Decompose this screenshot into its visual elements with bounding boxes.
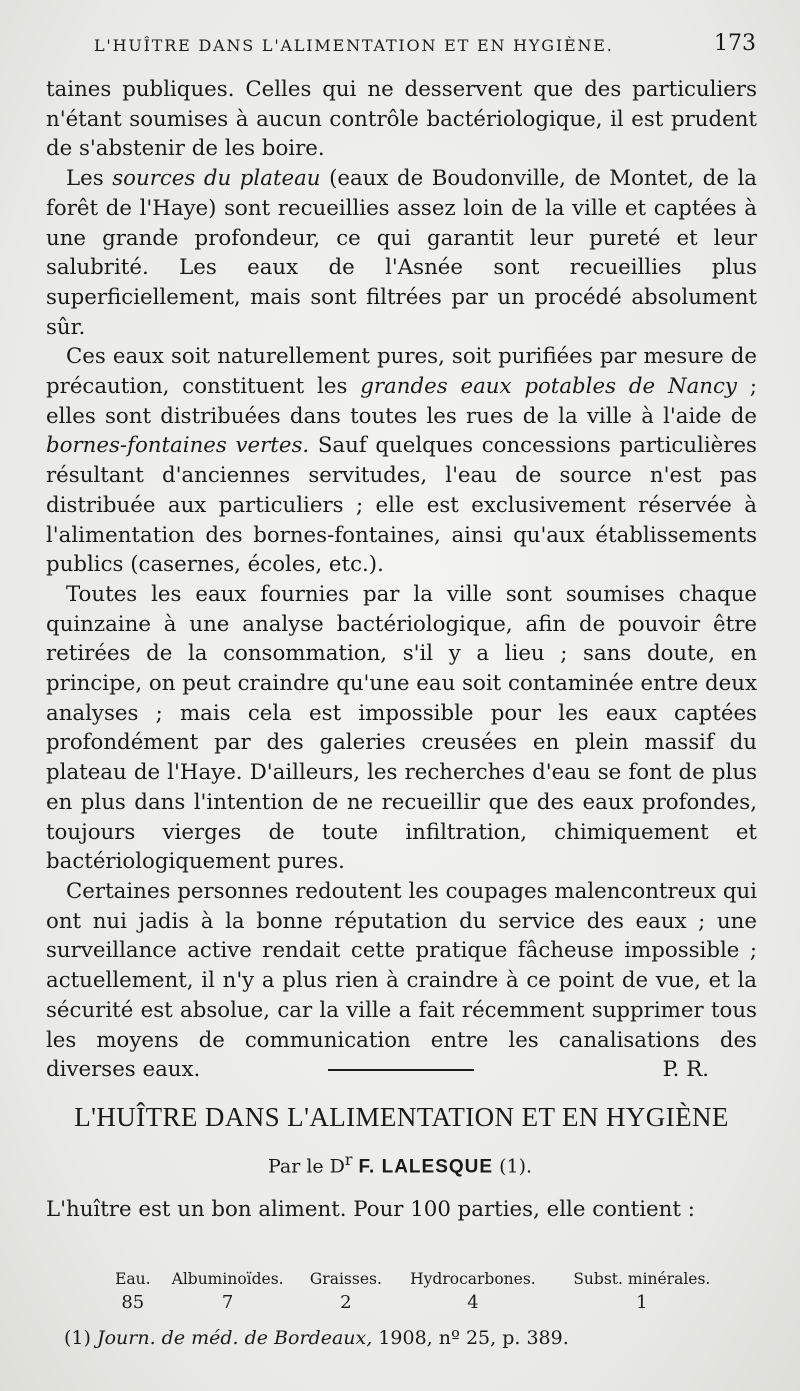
paragraph-4: Toutes les eaux fournies par la ville sont soumises chaque quinzaine à une analyse bactériologique, afin de pouvoir être retirées de la consommation, s'il y a lieu ; sans doute, en principe, on peut craindre qu'une eau soit contaminée entre deux analyses ; mais cela est impossible pour les eaux captées profondément par des galeries creusées en plein massif du plateau de l'Haye. D'ailleurs, les recherches d'eau se font de plus en plus dans l'intention de ne recueillir que des eaux profondes, toujours vierges de toute infiltration, chimiquement et bactériologiquement pures. <box>46 581 757 875</box>
paragraph-3: Ces eaux soit naturellement pures, soit purifiées par mesure de précaution, constituent les grandes eaux potables de Nancy ; elles sont distribuées dans toutes les rues de la ville à l'aide de bornes-fontaines vertes. Sauf quelques concessions particulières résultant d'anciennes servitudes, l'eau de source n'est pas distribuée aux particuliers ; elle est exclusivement réservée à l'alimentation des bornes-fontaines, ainsi qu'aux établissements publics (casernes, écoles, etc.). <box>46 344 757 578</box>
paragraph-1: taines publiques. Celles qui ne desservent que des particuliers n'étant soumises à aucun contrôle bactériologique, il est prudent de s'abstenir de les boire. <box>46 77 757 162</box>
previous-article-text <box>46 75 757 1085</box>
table-cell: 1 <box>636 1292 648 1313</box>
running-header <box>94 31 756 56</box>
running-title: L'HUÎTRE DANS L'ALIMENTATION ET EN HYGIÈNE. <box>94 36 614 55</box>
composition-value-row <box>110 1292 730 1313</box>
paragraph-2: Les sources du plateau (eaux de Boudonville, de Montet, de la forêt de l'Haye) sont recueillies assez loin de la ville et captées à une grande profondeur, ce qui garantit leur pureté et leur salubrité. Les eaux de l'Asnée sont recueillies plus superficiellement, mais sont filtrées par un procédé absolument sûr. <box>46 166 757 340</box>
composition-header-row <box>110 1270 730 1292</box>
table-cell: 2 <box>340 1292 352 1313</box>
column-header: Hydrocarbones. <box>410 1270 536 1288</box>
table-cell: 85 <box>121 1292 145 1313</box>
column-header: Eau. <box>115 1270 151 1288</box>
column-header: Albuminoïdes. <box>171 1270 284 1288</box>
italic-bornes-fontaines: bornes-fontaines vertes. <box>46 433 310 459</box>
byline: Par le $D^r$ F. LALESQUE (1). <box>267 1150 533 1178</box>
column-header: Graisses. <box>309 1270 382 1288</box>
section-divider <box>328 1069 474 1071</box>
page-number: 173 <box>714 31 756 56</box>
table-cell: 4 <box>467 1292 479 1313</box>
italic-sources-du-plateau: sources du plateau <box>112 166 321 192</box>
paragraph-5: Certaines personnes redoutent les coupages malencontreux qui ont nui jadis à la bonne réputation du service des eaux ; une surveillance active rendait cette pratique fâcheuse impossible ; actuellement, il n'y a plus rien à craindre à ce point de vue, et la sécurité est absolue, car la ville a fait récemment supprimer tous les moyens de communication entre les canalisations des diverses eaux. P. R. <box>46 877 757 1085</box>
signature: P. R. <box>662 1057 709 1083</box>
article-intro: L'huître est un bon aliment. Pour 100 parties, elle contient : <box>46 1197 695 1222</box>
footnote-reference: (1). <box>499 1155 533 1178</box>
author-name: F. LALESQUE <box>358 1156 494 1178</box>
journal-name: Journ. de méd. de Bordeaux, <box>96 1327 373 1349</box>
article-title: L'HUÎTRE DANS L'ALIMENTATION ET EN HYGIÈNE <box>74 1102 729 1132</box>
italic-grandes-eaux: grandes eaux potables de Nancy <box>360 374 737 400</box>
column-header: Subst. minérales. <box>573 1270 711 1288</box>
table-cell: 7 <box>221 1292 234 1313</box>
composition-table <box>110 1270 730 1313</box>
footnote: (1) Journ. de méd. de Bordeaux, 1908, nº 25, p. 389. <box>64 1327 569 1349</box>
